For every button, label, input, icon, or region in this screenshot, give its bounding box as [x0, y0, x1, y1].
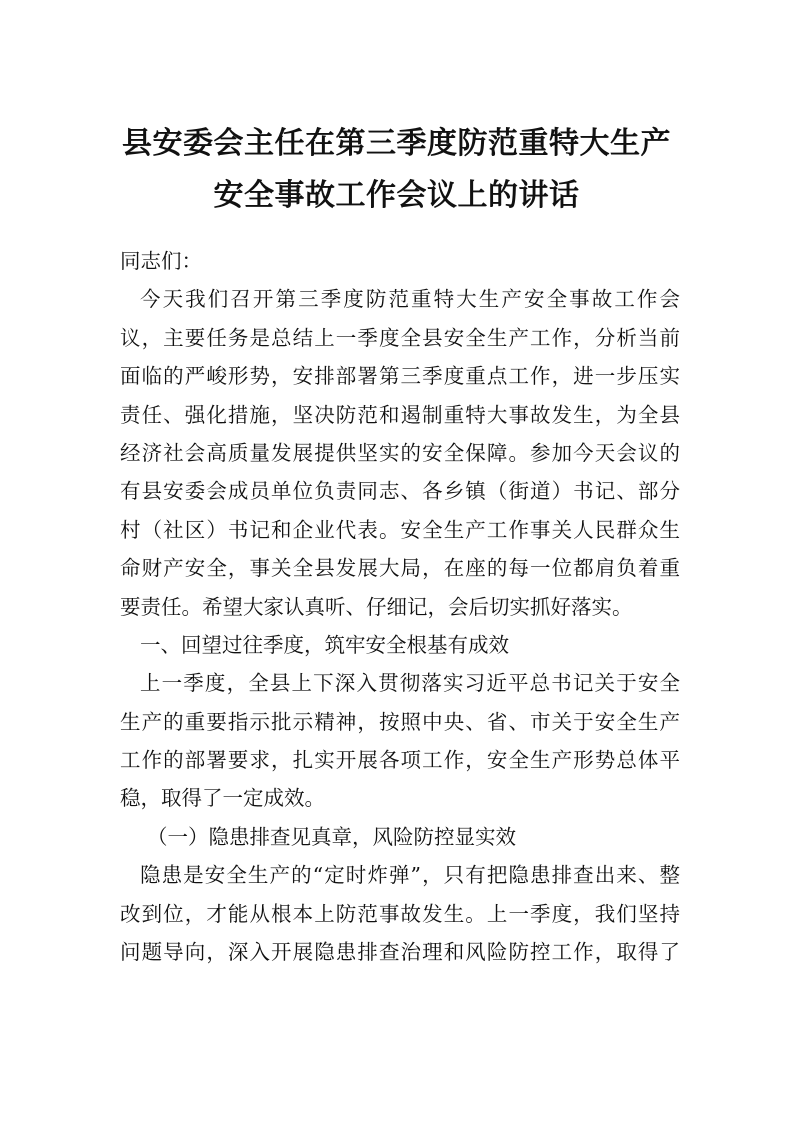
- paragraph-opening: [120, 280, 680, 626]
- greeting: 同志们：: [120, 249, 202, 273]
- title-line-2: 安全事故工作会议上的讲话: [213, 178, 580, 213]
- subsection-heading-1: （一）隐患排查见真章，风险防控显实效: [147, 824, 516, 849]
- section-heading-1: 一、回望过往季度，筑牢安全根基有成效: [140, 632, 509, 657]
- paragraph-review: [120, 664, 680, 818]
- paragraph-line: 隐患是安全生产的“定时炸弹”，只有把隐患排查出来、整: [140, 863, 680, 888]
- paragraph-line: 问题导向，深入开展隐患排查治理和风险防控工作，取得了: [120, 940, 680, 965]
- paragraph-line: 稳，取得了一定成效。: [120, 786, 325, 811]
- paragraph-line: 今天我们召开第三季度防范重特大生产安全事故工作会: [140, 287, 680, 312]
- paragraph-line: 村（社区）书记和企业代表。安全生产工作事关人民群众生: [120, 517, 680, 542]
- paragraph-line: 议，主要任务是总结上一季度全县安全生产工作，分析当前: [120, 325, 680, 350]
- paragraph-line: 生产的重要指示批示精神，按照中央、省、市关于安全生产: [120, 709, 680, 734]
- paragraph-line: 要责任。希望大家认真听、仔细记，会后切实抓好落实。: [120, 594, 633, 619]
- speech-title: [0, 118, 793, 222]
- paragraph-line: 责任、强化措施，坚决防范和遏制重特大事故发生，为全县: [120, 402, 680, 427]
- paragraph-line: 面临的严峻形势，安排部署第三季度重点工作，进一步压实: [120, 364, 680, 389]
- paragraph-line: 有县安委会成员单位负责同志、各乡镇（街道）书记、部分: [120, 479, 680, 504]
- speech-body: [120, 242, 680, 971]
- paragraph-line: 命财产安全，事关全县发展大局，在座的每一位都肩负着重: [120, 556, 680, 581]
- title-line-1: 县安委会主任在第三季度防范重特大生产: [122, 126, 671, 161]
- paragraph-line: 工作的部署要求，扎实开展各项工作，安全生产形势总体平: [120, 748, 680, 773]
- paragraph-hazards: [120, 856, 680, 971]
- paragraph-line: 改到位，才能从根本上防范事故发生。上一季度，我们坚持: [120, 901, 680, 926]
- paragraph-line: 经济社会高质量发展提供坚实的安全保障。参加今天会议的: [120, 440, 680, 465]
- paragraph-line: 上一季度，全县上下深入贯彻落实习近平总书记关于安全: [140, 671, 680, 696]
